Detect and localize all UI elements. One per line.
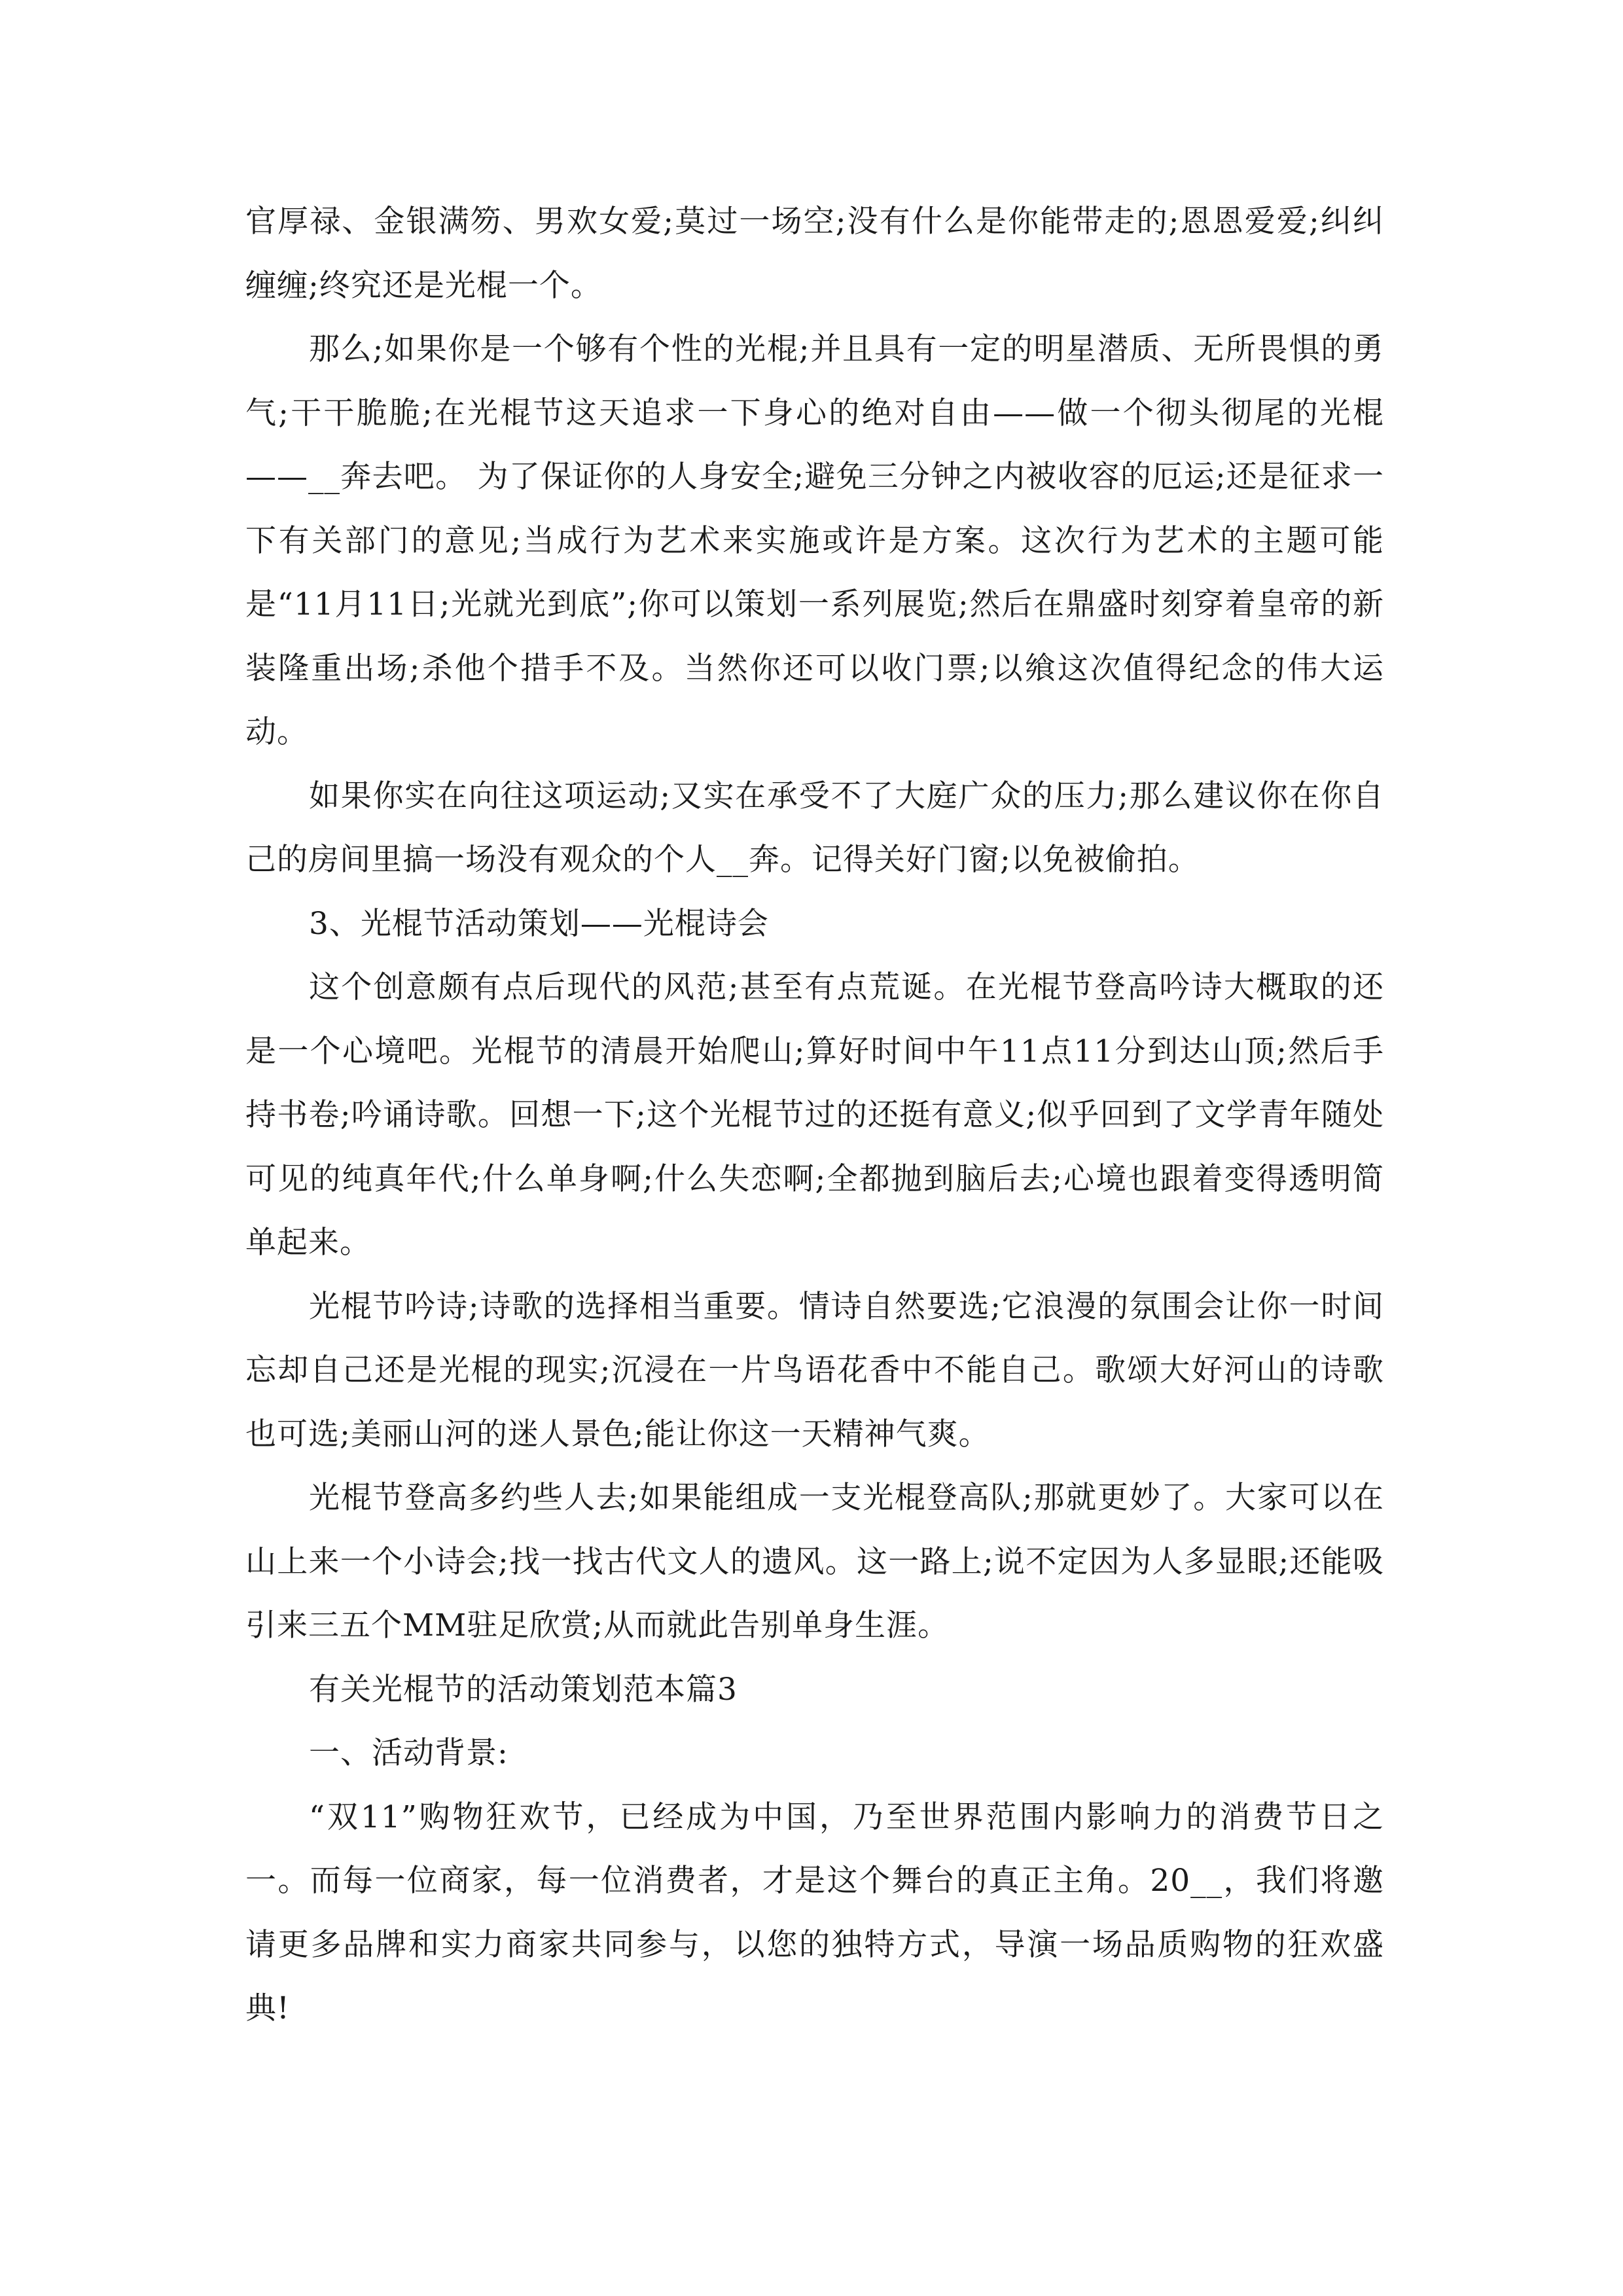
section-heading-background: 一、活动背景: — [309, 1735, 508, 1771]
paragraph-continuation: 官厚禄、金银满笏、男欢女爱;莫过一场空;没有什么是你能带走的;恩恩爱爱;纠纠缠缠;终究还是光棍一个。 — [245, 204, 1384, 304]
section-heading-template-3: 有关光棍节的活动策划范本篇3 — [309, 1671, 738, 1708]
paragraph-climbing-team: 光棍节登高多约些人去;如果能组成一支光棍登高队;那就更妙了。大家可以在山上来一个小诗会;找一找古代文人的遗风。这一路上;说不定因为人多显眼;还能吸引来三五个MM驻足欣赏;从而就此告别单身生涯。 — [245, 1480, 1384, 1643]
document-body — [245, 190, 1384, 2041]
paragraph-poem-choice: 光棍节吟诗;诗歌的选择相当重要。情诗自然要选;它浪漫的氛围会让你一时间忘却自己还是光棍的现实;沉浸在一片鸟语花香中不能自己。歌颂大好河山的诗歌也可选;美丽山河的迷人景色;能让你这一天精神气爽。 — [245, 1288, 1384, 1452]
paragraph-freedom-run: 那么;如果你是一个够有个性的光棍;并且具有一定的明星潜质、无所畏惧的勇气;干干脆脆;在光棍节这天追求一下身心的绝对自由——做一个彻头彻尾的光棍——__奔去吧。 为了保证你的人身安全;避免三分钟之内被收容的厄运;还是征求一下有关部门的意见;当成行为艺术来实施或许是方案。这次行为艺术的主题可能是“11月11日;光就光到底”;你可以策划一系列展览;然后在鼎盛时刻穿着皇帝的新装隆重出场;杀他个措手不及。当然你还可以收门票;以飨这次值得纪念的伟大运动。 — [245, 331, 1384, 750]
section-heading-poetry: 3、光棍节活动策划——光棍诗会 — [309, 905, 769, 942]
paragraph-poetry-idea: 这个创意颇有点后现代的风范;甚至有点荒诞。在光棍节登高吟诗大概取的还是一个心境吧。光棍节的清晨开始爬山;算好时间中午11点11分到达山顶;然后手持书卷;吟诵诗歌。回想一下;这个光棍节过的还挺有意义;似乎回到了文学青年随处可见的纯真年代;什么单身啊;什么失恋啊;全都抛到脑后去;心境也跟着变得透明简单起来。 — [245, 969, 1384, 1261]
paragraph-private-run: 如果你实在向往这项运动;又实在承受不了大庭广众的压力;那么建议你在你自己的房间里搞一场没有观众的个人__奔。记得关好门窗;以免被偷拍。 — [245, 778, 1384, 878]
paragraph-double-11: “双11”购物狂欢节，已经成为中国，乃至世界范围内影响力的消费节日之一。而每一位商家，每一位消费者，才是这个舞台的真正主角。20__，我们将邀请更多品牌和实力商家共同参与，以您的独特方式，导演一场品质购物的狂欢盛典! — [245, 1799, 1384, 2026]
